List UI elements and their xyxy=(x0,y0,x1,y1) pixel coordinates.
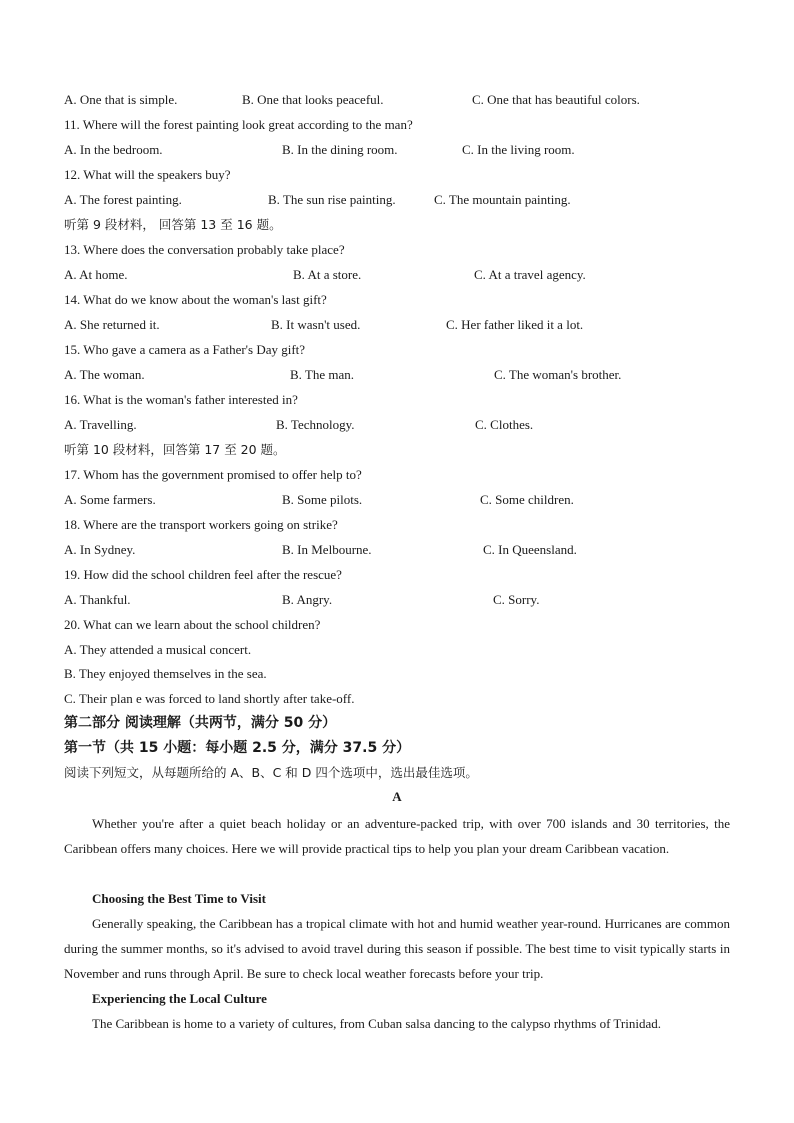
q15-question: 15. Who gave a camera as a Father's Day gift? xyxy=(64,342,306,357)
q15-option-b: B. The man. xyxy=(290,367,355,382)
paragraph-best-time: Generally speaking, the Caribbean has a tropical climate with hot and humid weather year-round. Hurricanes are common during the summer months, so it's advised to avoid travel during this season if possible. The best time to visit typically starts in November and runs through April. Be sure to check local weather forecasts before your trip. xyxy=(64,916,730,981)
q12-question: 12. What will the speakers buy? xyxy=(64,167,231,182)
q11-option-a: A. In the bedroom. xyxy=(64,142,163,157)
reading-instructions: 阅读下列短文，从每题所给的 A、B、C 和 D 四个选项中，选出最佳选项。 xyxy=(64,765,478,780)
q18-question: 18. Where are the transport workers going on strike? xyxy=(64,517,338,532)
q13-option-a: A. At home. xyxy=(64,267,128,282)
passage-intro: Whether you're after a quiet beach holiday or an adventure-packed trip, with over 700 islands and 30 territories, the Caribbean offers many choices. Here we will provide practical tips to help you plan your dream Caribbean vacation. xyxy=(64,816,730,856)
q20-option-c: C. Their plan e was forced to land shortly after take-off. xyxy=(64,691,355,706)
q11-option-b: B. In the dining room. xyxy=(282,142,398,157)
q11-question: 11. Where will the forest painting look great according to the man? xyxy=(64,117,413,132)
section9-instruction: 听第 9 段材料， 回答第 13 至 16 题。 xyxy=(64,217,282,232)
q11-option-c: C. In the living room. xyxy=(462,142,575,157)
heading-best-time: Choosing the Best Time to Visit xyxy=(92,891,266,906)
q16-option-b: B. Technology. xyxy=(276,417,355,432)
q14-question: 14. What do we know about the woman's last gift? xyxy=(64,292,327,307)
q19-option-a: A. Thankful. xyxy=(64,592,131,607)
part2-title: 第二部分 阅读理解（共两节，满分 50 分） xyxy=(64,715,337,731)
section1-title: 第一节（共 15 小题：每小题 2.5 分，满分 37.5 分） xyxy=(64,740,411,756)
q17-option-b: B. Some pilots. xyxy=(282,492,363,507)
q19-option-c: C. Sorry. xyxy=(493,592,540,607)
q14-option-c: C. Her father liked it a lot. xyxy=(446,317,584,332)
q13-option-c: C. At a travel agency. xyxy=(474,267,586,282)
q16-question: 16. What is the woman's father interested in? xyxy=(64,392,298,407)
q12-option-a: A. The forest painting. xyxy=(64,192,182,207)
q12-option-b: B. The sun rise painting. xyxy=(268,192,396,207)
q10-option-c: C. One that has beautiful colors. xyxy=(472,92,640,107)
section10-instruction: 听第 10 段材料，回答第 17 至 20 题。 xyxy=(64,442,286,457)
q10-option-a: A. One that is simple. xyxy=(64,92,178,107)
q13-question: 13. Where does the conversation probably take place? xyxy=(64,242,345,257)
q18-option-c: C. In Queensland. xyxy=(483,542,577,557)
q17-option-a: A. Some farmers. xyxy=(64,492,156,507)
q19-option-b: B. Angry. xyxy=(282,592,333,607)
q16-option-c: C. Clothes. xyxy=(475,417,534,432)
q10-option-b: B. One that looks peaceful. xyxy=(242,92,384,107)
q14-option-b: B. It wasn't used. xyxy=(271,317,361,332)
q18-option-b: B. In Melbourne. xyxy=(282,542,372,557)
q15-option-c: C. The woman's brother. xyxy=(494,367,622,382)
q19-question: 19. How did the school children feel after the rescue? xyxy=(64,567,342,582)
q20-option-a: A. They attended a musical concert. xyxy=(64,642,252,657)
q18-option-a: A. In Sydney. xyxy=(64,542,136,557)
q16-option-a: A. Travelling. xyxy=(64,417,137,432)
q15-option-a: A. The woman. xyxy=(64,367,145,382)
q17-question: 17. Whom has the government promised to offer help to? xyxy=(64,467,362,482)
q17-option-c: C. Some children. xyxy=(480,492,574,507)
paragraph-local-culture: The Caribbean is home to a variety of cultures, from Cuban salsa dancing to the calypso rhythms of Trinidad. xyxy=(92,1016,661,1031)
q12-option-c: C. The mountain painting. xyxy=(434,192,571,207)
q13-option-b: B. At a store. xyxy=(293,267,362,282)
q14-option-a: A. She returned it. xyxy=(64,317,160,332)
heading-local-culture: Experiencing the Local Culture xyxy=(92,991,267,1006)
q20-question: 20. What can we learn about the school children? xyxy=(64,617,321,632)
passage-label: A xyxy=(392,789,402,804)
q20-option-b: B. They enjoyed themselves in the sea. xyxy=(64,666,267,681)
